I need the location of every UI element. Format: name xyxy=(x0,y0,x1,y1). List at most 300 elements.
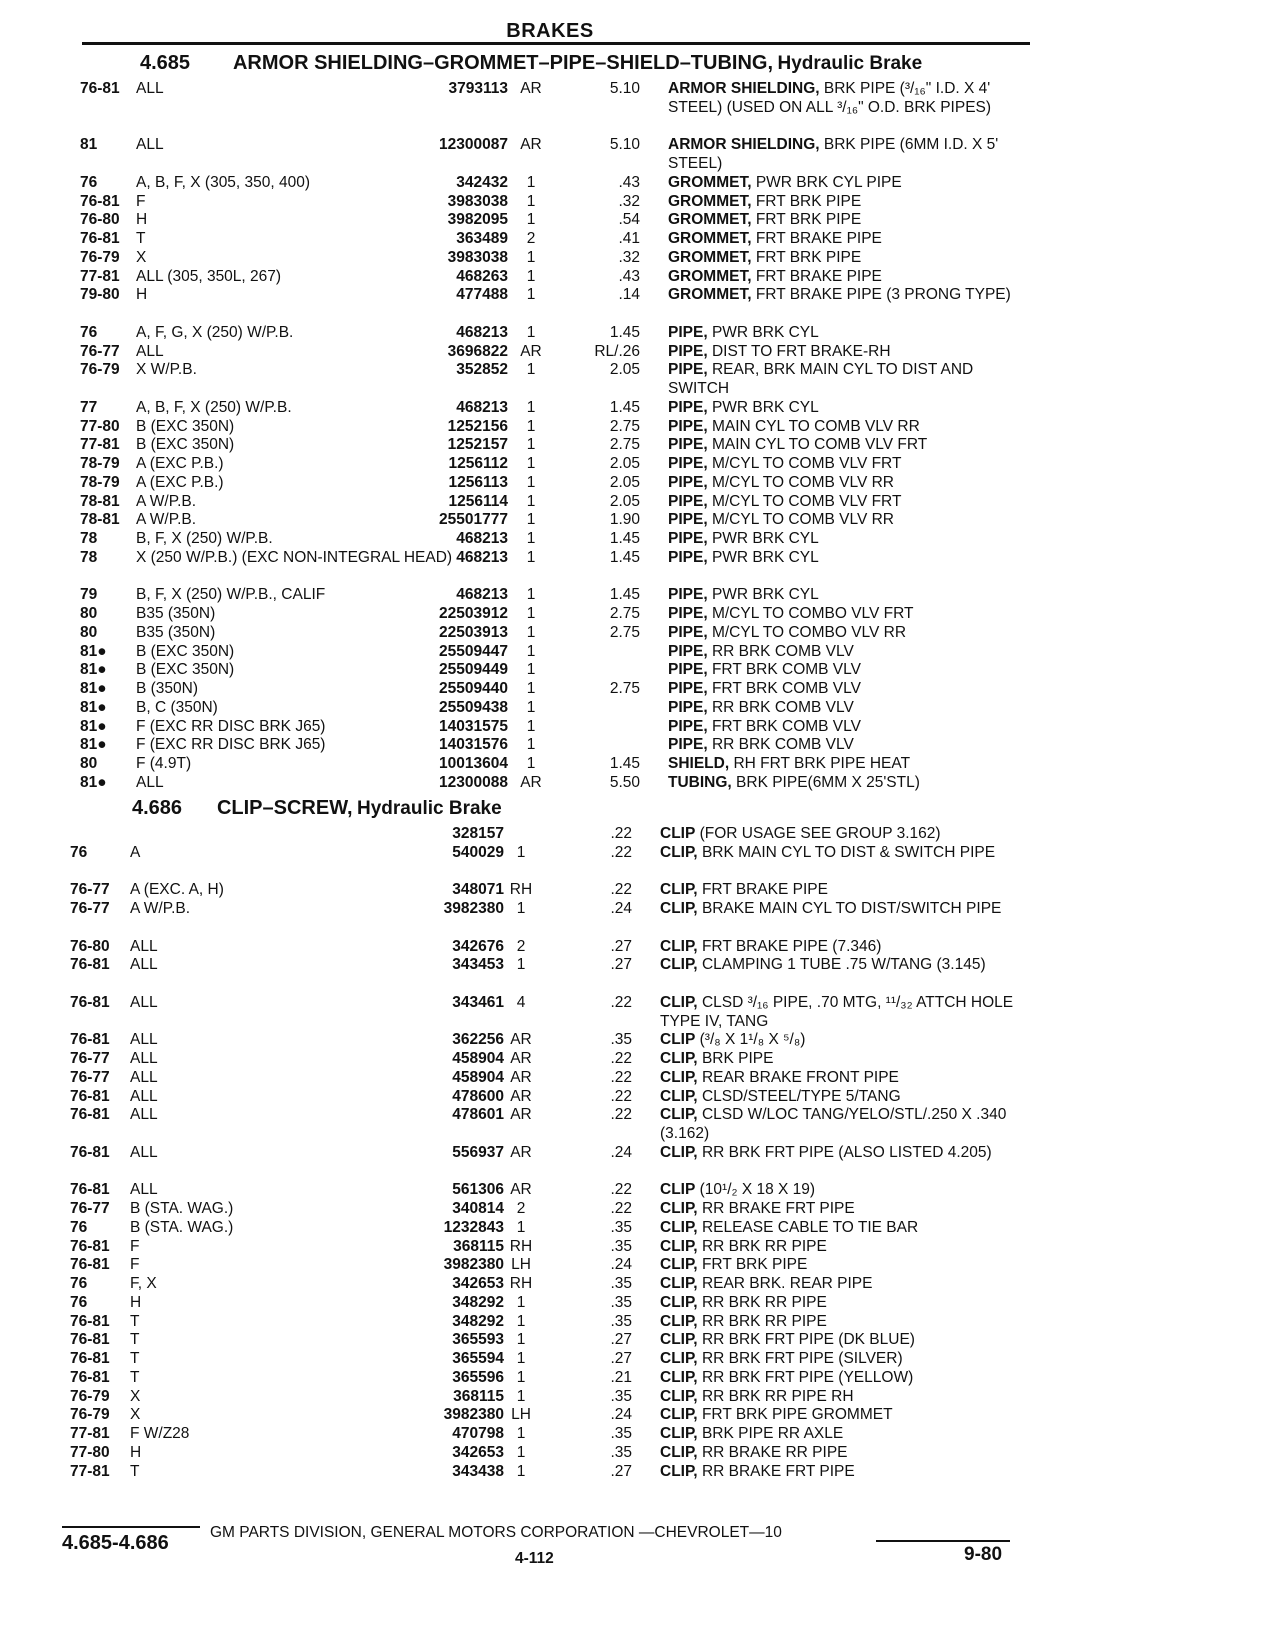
table-row xyxy=(0,174,1280,193)
model-cell xyxy=(136,418,404,437)
description-cell xyxy=(668,511,1030,530)
table-row xyxy=(0,1388,1280,1407)
part-number-cell-text: 1256113 xyxy=(448,473,508,491)
part-description: PWR BRK CYL xyxy=(711,323,819,341)
footer-date: 9-80 xyxy=(964,1544,1003,1565)
model-cell xyxy=(130,1406,400,1425)
table-row xyxy=(0,1256,1280,1275)
model-cell xyxy=(130,1238,400,1257)
description-cell xyxy=(668,286,1030,305)
year-cell xyxy=(80,136,132,155)
part-description: MAIN CYL TO COMB VLV FRT xyxy=(711,436,928,454)
quantity-cell xyxy=(514,624,548,643)
part-name: PIPE, xyxy=(668,548,708,566)
description-cell xyxy=(668,230,1030,249)
part-number-cell-text: 343461 xyxy=(452,993,504,1011)
model-cell-text: B (EXC 350N) xyxy=(136,417,235,435)
model-cell xyxy=(130,1200,400,1219)
part-description: PWR BRK CYL xyxy=(711,530,819,547)
year-cell xyxy=(80,755,132,774)
part-number-cell-text: 12300088 xyxy=(439,773,508,791)
model-cell xyxy=(136,361,404,380)
part-name: CLIP, xyxy=(660,1406,698,1424)
quantity-cell-text: 2 xyxy=(516,1200,526,1217)
year-cell-text: 77-80 xyxy=(70,1443,110,1461)
description-cell xyxy=(668,474,1030,493)
part-name: PIPE, xyxy=(668,398,708,416)
model-cell xyxy=(130,1444,400,1463)
price-cell-text: 5.10 xyxy=(609,80,640,97)
quantity-cell xyxy=(514,418,548,437)
year-cell-text: 81● xyxy=(80,736,107,754)
quantity-cell xyxy=(514,136,548,155)
price-cell-text: 1.45 xyxy=(609,586,640,604)
price-cell xyxy=(580,493,640,512)
description-cell xyxy=(668,324,1030,343)
year-cell-text: 79-80 xyxy=(80,286,120,304)
table-row xyxy=(0,418,1280,437)
year-cell xyxy=(70,938,122,957)
model-cell xyxy=(130,1350,400,1369)
price-cell xyxy=(572,1069,632,1088)
model-cell xyxy=(130,1294,400,1313)
part-number-cell xyxy=(400,605,508,624)
year-cell xyxy=(80,699,132,718)
price-cell xyxy=(580,624,640,643)
quantity-cell xyxy=(504,956,538,975)
quantity-cell xyxy=(514,774,548,793)
quantity-cell-text: AR xyxy=(520,773,542,791)
description-cell xyxy=(660,1256,1030,1275)
table-row xyxy=(0,136,1280,174)
price-cell-text: RL/.26 xyxy=(594,342,640,360)
description-cell xyxy=(660,1331,1030,1350)
year-cell-text: 76-81 xyxy=(80,192,120,210)
part-number-cell-text: 14031576 xyxy=(439,736,508,754)
page-header: BRAKES xyxy=(506,20,594,42)
price-cell-text: .43 xyxy=(618,173,640,191)
part-number-cell xyxy=(396,1388,504,1407)
description-cell xyxy=(660,1275,1030,1294)
part-number-cell xyxy=(396,1331,504,1350)
table-row xyxy=(0,643,1280,662)
model-cell xyxy=(136,661,404,680)
description-cell xyxy=(660,1031,1030,1050)
part-number-cell xyxy=(400,436,508,455)
part-number-cell-text: 1252157 xyxy=(447,436,508,454)
price-cell xyxy=(580,530,640,549)
price-cell xyxy=(580,605,640,624)
part-number-cell xyxy=(400,343,508,362)
part-number-cell-text: 3982380 xyxy=(443,1406,504,1424)
table-row xyxy=(0,80,1280,136)
quantity-cell-text: 1 xyxy=(516,1368,526,1386)
model-cell xyxy=(130,881,400,900)
year-cell-text: 77-81 xyxy=(70,1462,110,1480)
price-cell-text: 2.05 xyxy=(609,492,640,510)
year-cell xyxy=(80,736,132,755)
table-row xyxy=(0,361,1280,399)
part-number-cell-text: 25509438 xyxy=(439,698,508,716)
part-number-cell xyxy=(396,1238,504,1257)
quantity-cell-text: 1 xyxy=(526,623,536,641)
description-cell xyxy=(668,418,1030,437)
year-cell-text: 76-81 xyxy=(70,1181,110,1199)
part-description: FRT BRAKE PIPE xyxy=(755,267,882,285)
part-number-cell xyxy=(396,1294,504,1313)
price-cell-text: .24 xyxy=(610,900,632,917)
price-cell-text: .27 xyxy=(610,1462,632,1480)
description-cell xyxy=(668,249,1030,268)
year-cell-text: 76-81 xyxy=(80,80,120,97)
model-cell-text: ALL xyxy=(136,773,164,791)
part-description: RR BRAKE FRT PIPE xyxy=(701,1462,855,1480)
year-cell xyxy=(80,586,132,605)
model-cell-text: X xyxy=(136,248,147,266)
part-number-cell-text: 22503913 xyxy=(439,623,508,641)
part-number-cell xyxy=(396,956,504,975)
quantity-cell xyxy=(504,1256,538,1275)
model-cell xyxy=(130,938,400,957)
part-number-cell-text: 3983038 xyxy=(447,248,508,266)
model-cell-text: A (EXC P.B.) xyxy=(136,473,224,491)
quantity-cell xyxy=(504,1463,538,1482)
table-row xyxy=(0,755,1280,774)
year-cell xyxy=(80,605,132,624)
part-number-cell xyxy=(400,718,508,737)
description-cell xyxy=(668,343,1030,362)
year-cell xyxy=(70,1350,122,1369)
model-cell-text: F xyxy=(130,1256,140,1274)
table-row xyxy=(0,774,1280,793)
quantity-cell-text: RH xyxy=(509,881,533,899)
price-cell-text: .24 xyxy=(610,1256,632,1274)
table-row xyxy=(0,1331,1280,1350)
part-number-cell xyxy=(400,736,508,755)
part-number-cell-text: 468213 xyxy=(456,530,508,547)
model-cell xyxy=(136,399,404,418)
model-cell xyxy=(136,193,404,212)
part-number-cell xyxy=(396,1369,504,1388)
model-cell xyxy=(130,1275,400,1294)
description-cell xyxy=(668,493,1030,512)
part-name: CLIP, xyxy=(660,881,698,899)
year-cell-text: 76-77 xyxy=(80,342,120,360)
part-number-cell xyxy=(400,268,508,287)
year-cell-text: 76-80 xyxy=(70,937,110,955)
part-name: PIPE, xyxy=(668,323,708,341)
year-cell-text: 76-81 xyxy=(70,1143,110,1161)
part-name: PIPE, xyxy=(668,511,708,529)
model-cell-text: ALL xyxy=(130,1050,158,1067)
table-row xyxy=(0,399,1280,418)
price-cell xyxy=(572,1406,632,1425)
price-cell-text: 2.75 xyxy=(609,623,640,641)
year-cell-text: 76-80 xyxy=(80,211,120,229)
year-cell-text: 78 xyxy=(80,548,98,566)
year-cell xyxy=(80,286,132,305)
model-cell xyxy=(136,436,404,455)
part-number-cell-text: 556937 xyxy=(452,1143,504,1161)
table-row xyxy=(0,1050,1280,1069)
part-description: (10¹/₂ X 18 X 19) xyxy=(699,1181,816,1199)
part-number-cell xyxy=(396,1069,504,1088)
part-number-cell-text: 365593 xyxy=(452,1331,504,1349)
quantity-cell-text: 1 xyxy=(516,900,526,917)
part-name: PIPE, xyxy=(668,473,708,491)
model-cell xyxy=(130,1388,400,1407)
year-cell-text: 81● xyxy=(80,661,107,679)
model-cell xyxy=(136,455,404,474)
part-name: GROMMET, xyxy=(668,211,752,229)
part-number-cell-text: 478600 xyxy=(452,1087,504,1105)
part-name: GROMMET, xyxy=(668,286,752,304)
model-cell xyxy=(130,844,400,863)
part-number-cell xyxy=(400,80,508,99)
price-cell-text: .24 xyxy=(610,1143,632,1161)
table-row xyxy=(0,736,1280,755)
year-cell-text: 81● xyxy=(80,698,107,716)
quantity-cell-text: AR xyxy=(510,1087,532,1105)
model-cell-text: T xyxy=(130,1350,140,1367)
model-cell-text: B35 (350N) xyxy=(136,623,216,641)
price-cell xyxy=(572,1275,632,1294)
model-cell-text: H xyxy=(130,1293,142,1311)
year-cell xyxy=(80,399,132,418)
model-cell xyxy=(136,643,404,662)
year-cell-text: 76-81 xyxy=(70,1237,110,1255)
model-cell-text: T xyxy=(136,230,146,247)
price-cell-text: .22 xyxy=(610,993,632,1011)
part-number-cell-text: 343453 xyxy=(452,956,504,974)
part-description: M/CYL TO COMB VLV RR xyxy=(711,473,894,491)
part-description: PWR BRK CYL xyxy=(711,398,819,416)
year-cell-text: 81● xyxy=(80,642,107,660)
price-cell-text: 5.10 xyxy=(609,136,640,154)
model-cell xyxy=(136,474,404,493)
table-row xyxy=(0,530,1280,549)
model-cell-text: F xyxy=(130,1237,140,1255)
price-cell xyxy=(572,1088,632,1107)
year-cell-text: 76-81 xyxy=(70,1368,110,1386)
part-description: FRT BRAKE PIPE xyxy=(755,230,882,247)
model-cell-text: F W/Z28 xyxy=(130,1425,190,1442)
model-cell-text: A (EXC P.B.) xyxy=(136,455,224,472)
quantity-cell xyxy=(514,211,548,230)
model-cell xyxy=(130,1181,400,1200)
year-cell-text: 76-81 xyxy=(70,1350,110,1367)
part-name: CLIP, xyxy=(660,1106,698,1124)
table-row xyxy=(0,1425,1280,1444)
price-cell xyxy=(572,881,632,900)
year-cell-text: 76-81 xyxy=(70,1031,110,1049)
table-row xyxy=(0,825,1280,844)
price-cell xyxy=(580,680,640,699)
price-cell xyxy=(572,1444,632,1463)
year-cell-text: 77-81 xyxy=(80,267,120,285)
quantity-cell-text: 1 xyxy=(526,736,536,754)
model-cell xyxy=(136,736,404,755)
model-cell xyxy=(136,755,404,774)
year-cell-text: 80 xyxy=(80,755,98,772)
part-name: PIPE, xyxy=(668,717,708,735)
year-cell-text: 80 xyxy=(80,623,98,641)
part-number-cell xyxy=(396,1425,504,1444)
quantity-cell xyxy=(514,343,548,362)
part-number-cell xyxy=(396,1463,504,1482)
price-cell xyxy=(572,844,632,863)
model-cell xyxy=(136,530,404,549)
part-number-cell xyxy=(396,881,504,900)
price-cell-text: 5.50 xyxy=(609,773,640,791)
year-cell-text: 76-81 xyxy=(70,1087,110,1105)
quantity-cell xyxy=(514,493,548,512)
part-name: CLIP, xyxy=(660,1068,698,1086)
part-description: FRT BRK PIPE xyxy=(755,211,862,229)
footer-rule-left xyxy=(62,1526,200,1528)
year-cell-text: 76-81 xyxy=(70,1106,110,1124)
year-cell xyxy=(70,1369,122,1388)
part-number-cell xyxy=(400,755,508,774)
description-cell xyxy=(668,268,1030,287)
price-cell xyxy=(572,1350,632,1369)
model-cell-text: H xyxy=(136,211,148,229)
model-cell-text: F (4.9T) xyxy=(136,755,192,772)
table-row xyxy=(0,1406,1280,1425)
table-row xyxy=(0,1106,1280,1144)
part-number-cell-text: 340814 xyxy=(452,1200,504,1217)
quantity-cell xyxy=(514,511,548,530)
quantity-cell xyxy=(514,718,548,737)
description-cell xyxy=(668,774,1030,793)
year-cell xyxy=(70,1238,122,1257)
part-number-cell-text: 3793113 xyxy=(448,80,508,97)
year-cell-text: 80 xyxy=(80,605,98,622)
year-cell xyxy=(70,1313,122,1332)
part-description: RR BRK RR PIPE xyxy=(701,1293,827,1311)
model-cell xyxy=(130,1256,400,1275)
part-description: (FOR USAGE SEE GROUP 3.162) xyxy=(699,825,941,842)
description-cell xyxy=(660,844,1030,863)
table-row xyxy=(0,249,1280,268)
description-cell xyxy=(668,174,1030,193)
model-cell-text: ALL xyxy=(130,1031,158,1049)
part-name: CLIP xyxy=(660,1031,696,1049)
part-name: CLIP xyxy=(660,825,696,842)
part-name: CLIP, xyxy=(660,1218,698,1236)
quantity-cell xyxy=(504,1069,538,1088)
part-number-cell xyxy=(400,211,508,230)
part-number-cell-text: 468213 xyxy=(456,323,508,341)
part-description: M/CYL TO COMBO VLV RR xyxy=(711,623,907,641)
model-cell-text: B (EXC 350N) xyxy=(136,661,235,679)
part-description: RR BRK RR PIPE RH xyxy=(701,1387,854,1405)
description-cell xyxy=(660,1200,1030,1219)
part-description: PWR BRK CYL xyxy=(711,586,819,604)
part-number-cell-text: 328157 xyxy=(452,825,504,842)
description-cell xyxy=(668,361,1030,399)
part-name: PIPE, xyxy=(668,361,708,379)
part-number-cell xyxy=(400,586,508,605)
quantity-cell xyxy=(514,324,548,343)
part-name: GROMMET, xyxy=(668,230,752,247)
quantity-cell xyxy=(504,1088,538,1107)
price-cell-text: .21 xyxy=(610,1368,632,1386)
part-number-cell xyxy=(400,399,508,418)
year-cell xyxy=(80,174,132,193)
description-cell xyxy=(660,1425,1030,1444)
table-row xyxy=(0,324,1280,343)
part-number-cell-text: 3982380 xyxy=(443,1256,504,1274)
year-cell-text: 76 xyxy=(70,1275,88,1292)
parts-table-4685 xyxy=(0,80,1280,793)
year-cell xyxy=(80,211,132,230)
year-cell xyxy=(70,1406,122,1425)
year-cell xyxy=(80,343,132,362)
model-cell xyxy=(130,900,400,919)
part-name: CLIP, xyxy=(660,1368,698,1386)
part-number-cell xyxy=(396,938,504,957)
table-row xyxy=(0,455,1280,474)
price-cell xyxy=(580,193,640,212)
year-cell-text: 76-77 xyxy=(70,1200,110,1217)
part-number-cell-text: 3982095 xyxy=(447,211,508,229)
quantity-cell xyxy=(504,1444,538,1463)
price-cell xyxy=(572,956,632,975)
part-number-cell-text: 365596 xyxy=(452,1368,504,1386)
header-rule xyxy=(82,42,1030,45)
year-cell xyxy=(80,661,132,680)
description-cell xyxy=(660,1238,1030,1257)
quantity-cell xyxy=(514,249,548,268)
model-cell-text: A W/P.B. xyxy=(136,511,197,529)
part-number-cell xyxy=(400,474,508,493)
price-cell-text: .27 xyxy=(610,937,632,955)
table-row xyxy=(0,286,1280,324)
part-name: PIPE, xyxy=(668,736,708,754)
year-cell-text: 76-77 xyxy=(70,881,110,899)
part-name: GROMMET, xyxy=(668,173,752,191)
quantity-cell xyxy=(514,80,548,99)
quantity-cell-text: 4 xyxy=(516,993,526,1011)
part-number-cell-text: 1232843 xyxy=(443,1218,504,1236)
table-row xyxy=(0,844,1280,882)
year-cell xyxy=(70,1106,122,1125)
model-cell xyxy=(130,1144,400,1163)
model-cell-text: ALL xyxy=(130,993,158,1011)
part-number-cell-text: 478601 xyxy=(452,1106,504,1124)
footer-page-number: 4-112 xyxy=(515,1550,554,1567)
model-cell-text: T xyxy=(130,1312,140,1330)
model-cell-text: H xyxy=(130,1443,142,1461)
description-cell xyxy=(660,1106,1030,1144)
quantity-cell-text: RH xyxy=(509,1275,533,1292)
price-cell xyxy=(572,1256,632,1275)
price-cell xyxy=(580,455,640,474)
quantity-cell xyxy=(504,1275,538,1294)
price-cell-text: .35 xyxy=(610,1312,632,1330)
part-name: CLIP, xyxy=(660,1293,698,1311)
part-description: PWR BRK CYL xyxy=(711,548,819,566)
part-name: CLIP, xyxy=(660,956,698,974)
quantity-cell xyxy=(504,1181,538,1200)
description-cell xyxy=(668,549,1030,568)
description-cell xyxy=(660,1050,1030,1069)
part-number-cell-text: 1256114 xyxy=(448,492,508,510)
price-cell xyxy=(580,399,640,418)
part-description: RR BRAKE RR PIPE xyxy=(701,1443,848,1461)
part-number-cell xyxy=(396,1406,504,1425)
